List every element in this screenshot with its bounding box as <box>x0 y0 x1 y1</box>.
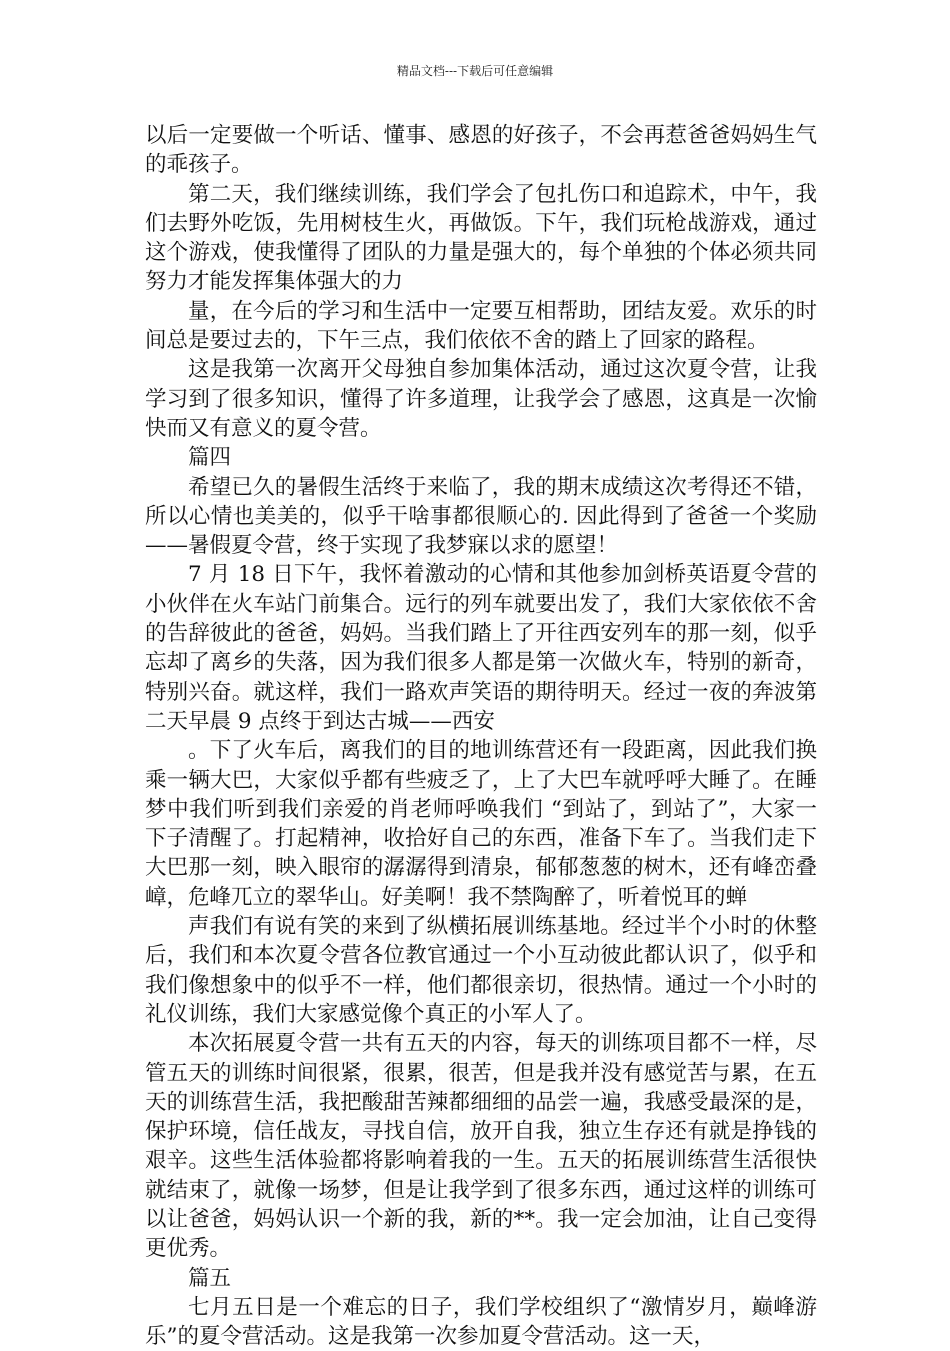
paragraph: 本次拓展夏令营一共有五天的内容，每天的训练项目都不一样，尽管五天的训练时间很紧，很累，很苦，但是我并没有感觉苦与累，在五天的训练营生活，我把酸甜苦辣都细细的品尝一遍，我感受最深的是，保护环境，信任战友，寻找自信，放开自我，独立生存还有就是挣钱的艰辛。这些生活体验都将影响着我的一生。五天的拓展训练营生活很快就结束了，就像一场梦，但是让我学到了很多东西，通过这样的训练可以让爸爸，妈妈认识一个新的我，新的**。我一定会加油，让自己变得更优秀。 <box>145 1031 817 1262</box>
page-header: 精品文档---下载后可任意编辑 <box>396 64 554 78</box>
document-body <box>145 121 817 1351</box>
paragraph: 以后一定要做一个听话、懂事、感恩的好孩子，不会再惹爸爸妈妈生气的乖孩子。 <box>145 123 817 178</box>
paragraph: 。下了火车后，离我们的目的地训练营还有一段距离，因此我们换乘一辆大巴，大家似乎都有些疲乏了，上了大巴车就呼呼大睡了。在睡梦中我们听到我们亲爱的肖老师呼唤我们 “到站了，到站了”，大家一下子清醒了。打起精神，收拾好自己的东西，准备下车了。当我们走下大巴那一刻，映入眼帘的潺潺得到清泉，郁郁葱葱的树木，还有峰峦叠嶂，危峰兀立的翠华山。好美啊！我不禁陶醉了，听着悦耳的蝉 <box>145 738 817 910</box>
paragraph: 希望已久的暑假生活终于来临了，我的期末成绩这次考得还不错，所以心情也美美的，似乎干啥事都很顺心的. 因此得到了爸爸一个奖励——暑假夏令营，终于实现了我梦寐以求的愿望！ <box>145 474 817 559</box>
paragraph: 7 月 18 日下午，我怀着激动的心情和其他参加剑桥英语夏令营的小伙伴在火车站门前集合。远行的列车就要出发了，我们大家依依不舍的告辞彼此的爸爸，妈妈。当我们踏上了开往西安列车的那一刻，似乎忘却了离乡的失落，因为我们很多人都是第一次做火车，特别的新奇，特别兴奋。就这样，我们一路欢声笑语的期待明天。经过一夜的奔波第二天早晨 9 点终于到达古城——西安 <box>145 562 817 734</box>
section-heading: 篇四 <box>188 445 232 471</box>
paragraph: 声我们有说有笑的来到了纵横拓展训练基地。经过半个小时的休整后，我们和本次夏令营各位教官通过一个小互动彼此都认识了，似乎和我们像想象中的似乎不一样，他们都很亲切，很热情。通过一个小时的礼仪训练，我们大家感觉像个真正的小军人了。 <box>145 914 817 1027</box>
paragraph: 这是我第一次离开父母独自参加集体活动，通过这次夏令营，让我学习到了很多知识，懂得了许多道理，让我学会了感恩，这真是一次愉快而又有意义的夏令营。 <box>145 357 817 441</box>
paragraph: 量，在今后的学习和生活中一定要互相帮助，团结友爱。欢乐的时间总是要过去的，下午三点，我们依依不舍的踏上了回家的路程。 <box>145 298 817 354</box>
paragraph: 第二天，我们继续训练，我们学会了包扎伤口和追踪术，中午，我们去野外吃饭，先用树枝生火，再做饭。下午，我们玩枪战游戏，通过这个游戏，使我懂得了团队的力量是强大的，每个单独的个体必须共同努力才能发挥集体强大的力 <box>145 181 817 295</box>
paragraph: 七月五日是一个难忘的日子，我们学校组织了“激情岁月，巅峰游乐”的夏令营活动。这是我第一次参加夏令营活动。这一天， <box>145 1294 817 1350</box>
section-heading: 篇五 <box>188 1265 232 1291</box>
